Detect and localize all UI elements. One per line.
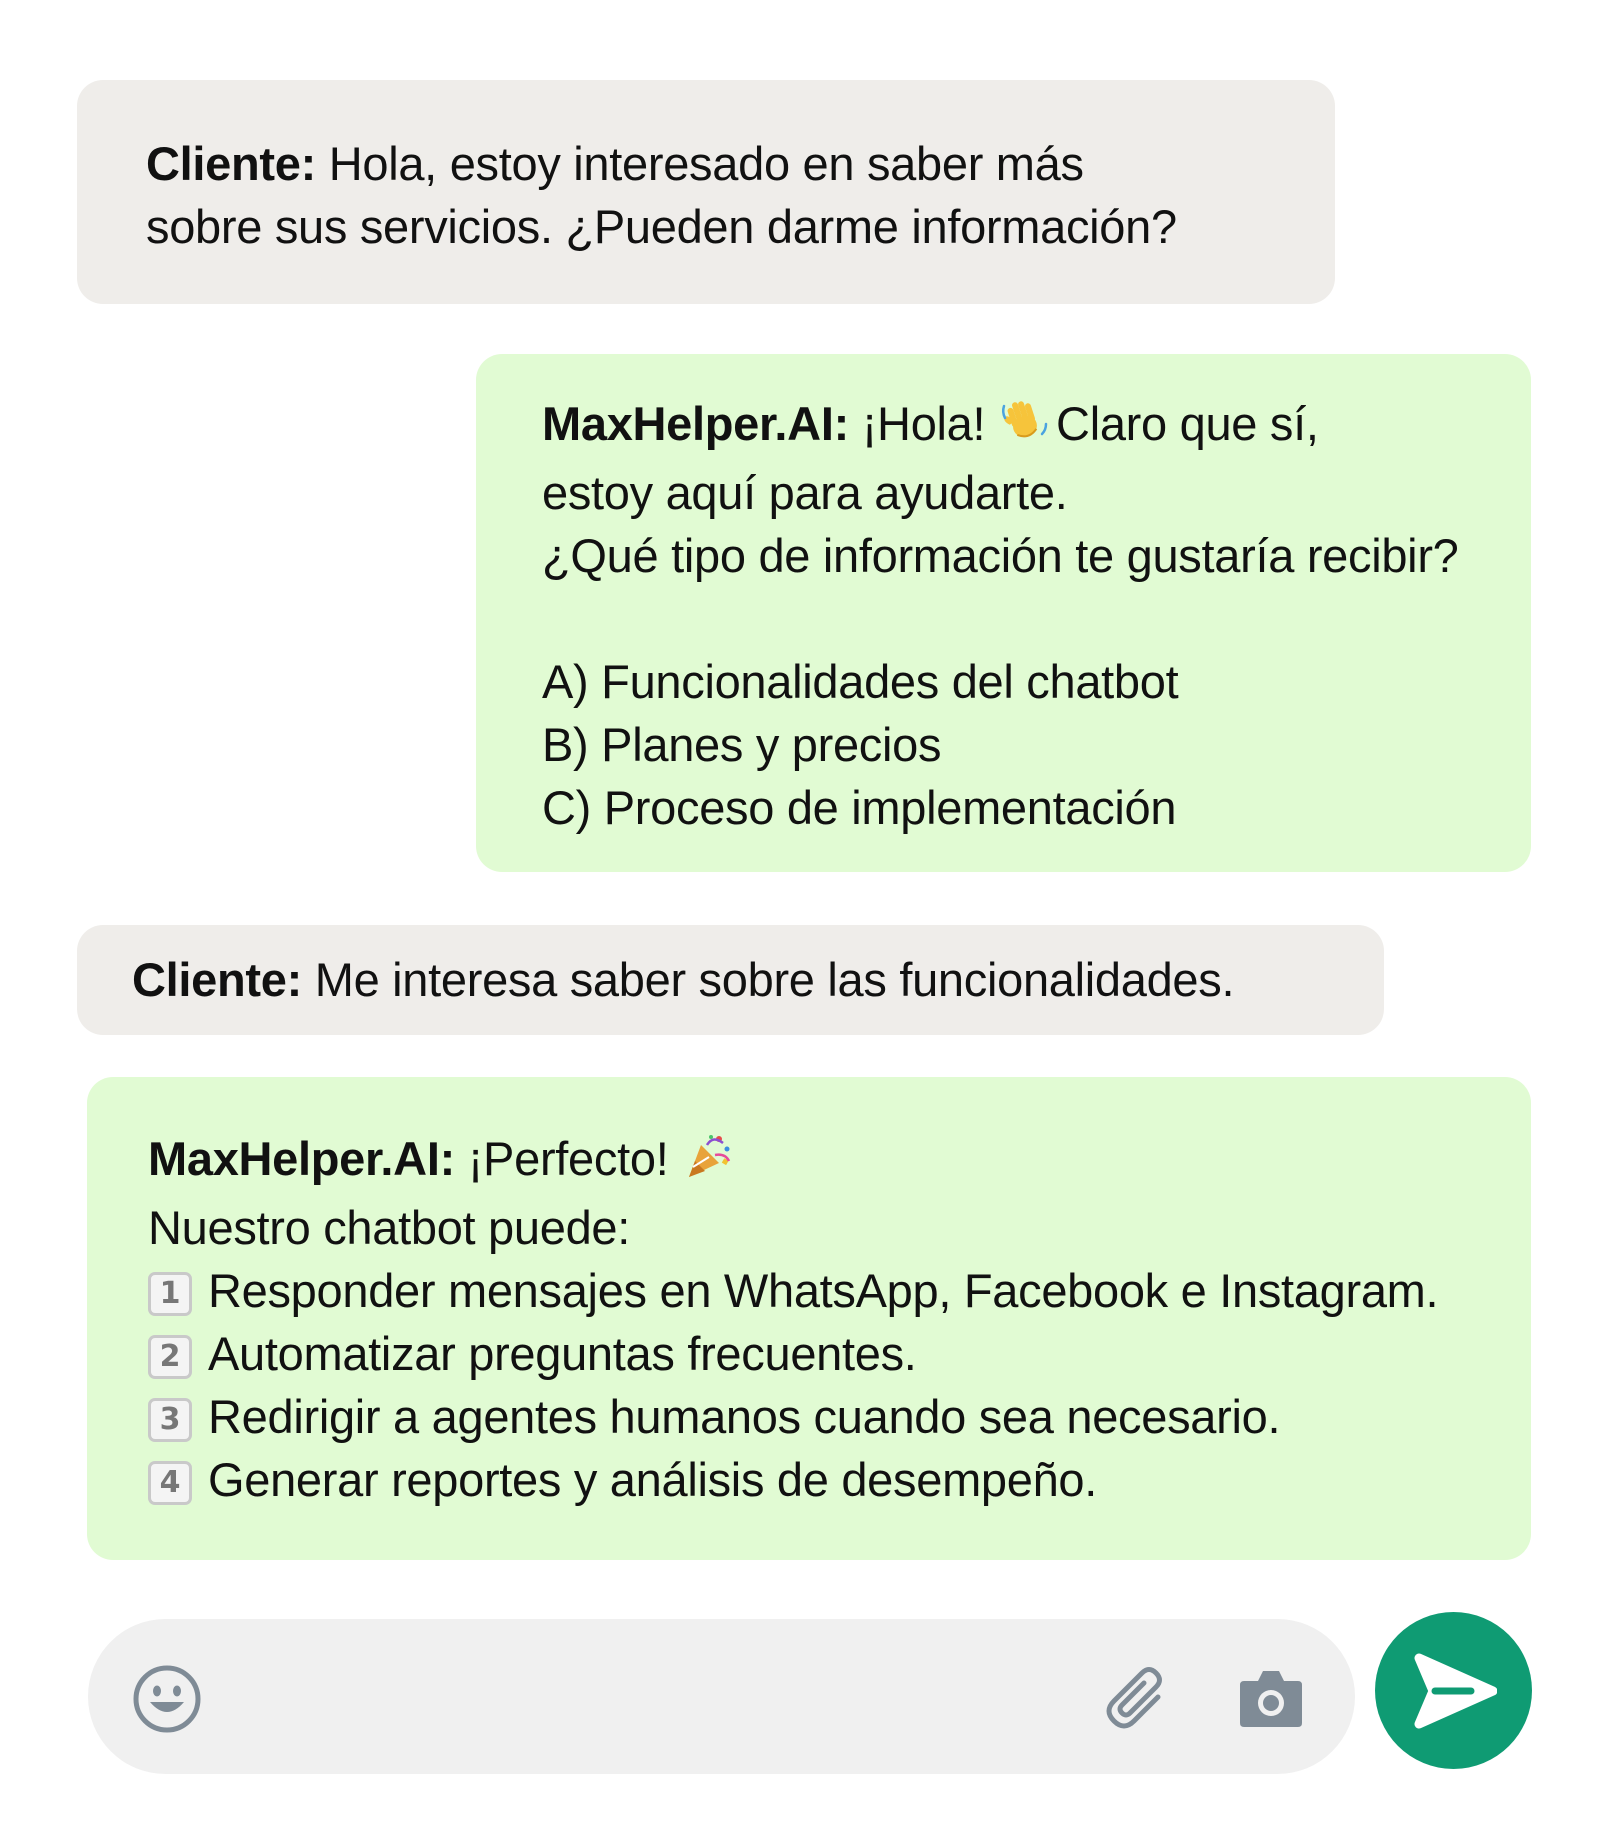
message-text: ¿Qué tipo de información te gustaría recibir? (542, 529, 1459, 582)
blank-line (542, 587, 1531, 650)
message-line (148, 1127, 1531, 1196)
keycap-number-icon: 1 (148, 1272, 192, 1316)
message-text: Me interesa saber sobre las funcionalidades. (314, 953, 1235, 1006)
party-popper-icon (683, 1131, 733, 1196)
message-text: estoy aquí para ayudarte. (542, 466, 1068, 519)
option-b: B) Planes y precios (542, 718, 942, 771)
feature-item (148, 1448, 1531, 1511)
message-text: sobre sus servicios. ¿Pueden darme información? (146, 200, 1177, 253)
message-text: Nuestro chatbot puede: (148, 1201, 631, 1254)
message-line (132, 948, 1384, 1011)
option-c: C) Proceso de implementación (542, 781, 1177, 834)
send-button[interactable] (1375, 1612, 1532, 1769)
client-message-1 (77, 80, 1335, 304)
bot-message-2 (87, 1077, 1531, 1560)
sender-name: MaxHelper.AI: (148, 1132, 455, 1185)
message-line (542, 392, 1531, 461)
keycap-number-icon: 2 (148, 1335, 192, 1379)
camera-icon[interactable] (1236, 1665, 1306, 1731)
greeting-text: ¡Perfecto! (467, 1132, 669, 1185)
message-line (146, 132, 1335, 195)
feature-item (148, 1322, 1531, 1385)
feature-text: Automatizar preguntas frecuentes. (208, 1327, 917, 1380)
greeting-rest-text: Claro que sí, (1056, 397, 1319, 450)
waving-hand-icon (1000, 396, 1050, 461)
send-icon (1413, 1652, 1497, 1730)
feature-text: Responder mensajes en WhatsApp, Facebook e Instagram. (208, 1264, 1439, 1317)
greeting-text: ¡Hola! (861, 397, 986, 450)
sender-name: Cliente: (132, 953, 302, 1006)
sender-name: Cliente: (146, 137, 316, 190)
feature-item (148, 1259, 1531, 1322)
feature-text: Redirigir a agentes humanos cuando sea necesario. (208, 1390, 1281, 1443)
bot-message-1 (476, 354, 1531, 872)
client-message-2 (77, 925, 1384, 1035)
message-input-bar[interactable] (88, 1619, 1355, 1774)
feature-text: Generar reportes y análisis de desempeño. (208, 1453, 1098, 1506)
feature-item (148, 1385, 1531, 1448)
option-a: A) Funcionalidades del chatbot (542, 655, 1179, 708)
smiley-icon[interactable] (132, 1664, 202, 1734)
message-text: Hola, estoy interesado en saber más (328, 137, 1084, 190)
paperclip-icon[interactable] (1098, 1661, 1172, 1735)
sender-name: MaxHelper.AI: (542, 397, 849, 450)
keycap-number-icon: 4 (148, 1461, 192, 1505)
keycap-number-icon: 3 (148, 1398, 192, 1442)
